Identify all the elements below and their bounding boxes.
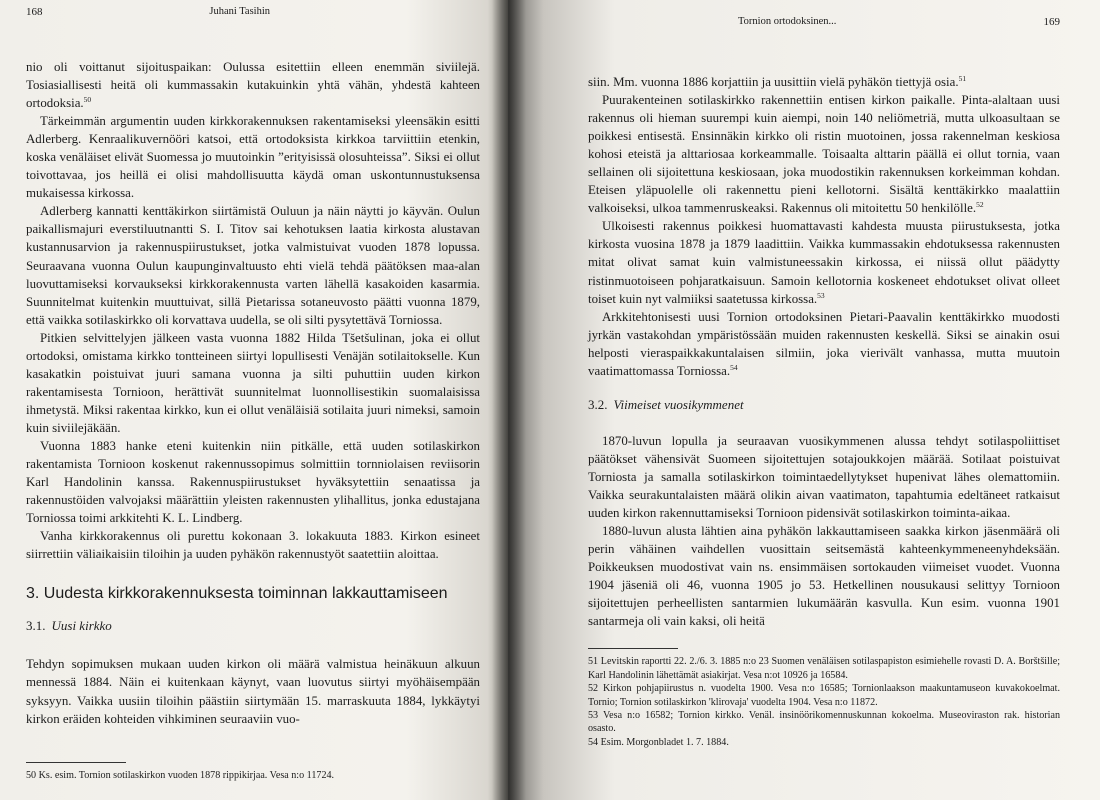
paragraph-text: Ulkoisesti rakennus poikkesi huomattavasti kahdesta muusta piirustuksesta, jotka kirkosta vuosina 1878 ja 1879 laadittiin. Vaikka kummassakin ehdotuksessa rakennusten mitat olivat samat kuin valmistuneessakin kirkossa, ei niissä ollut päädytty ristinmuotoiseen pohjaratkaisuun. Samoin kellotornia koskeneet ehdotukset olivat olleet toiset kuin nyt valmiiksi saatetussa kirkossa. <box>588 219 1060 306</box>
left-running-header <box>26 6 480 36</box>
paragraph <box>588 73 1060 91</box>
paragraph <box>26 437 480 527</box>
footnote-rule <box>588 648 678 649</box>
paragraph <box>588 432 1060 522</box>
left-footnotes <box>26 769 480 782</box>
subsection-title: Viimeiset vuosikymmenet <box>613 396 744 412</box>
paragraph <box>26 655 480 727</box>
paragraph <box>26 202 480 328</box>
footnote: 53 Vesa n:o 16582; Tornion kirkko. Venäl. insinöörikomennuskunnan kokoelma. Museoviraston rak. historian osasto. <box>588 709 1060 735</box>
section-heading: 3. Uudesta kirkkorakennuksesta toiminnan lakkauttamiseen <box>26 585 448 603</box>
left-page <box>0 0 508 800</box>
right-running-header <box>588 10 1060 46</box>
paragraph-text: 1880-luvun alusta lähtien aina pyhäkön lakkauttamiseen saakka kirkon jäsenmäärä oli perin vähäinen vaihdellen vuosittain seitsemästä kahteenkymmeneenyhdeksään. Poikkeuksen muodostivat vain ns. ensimmäisen sortokauden viimeiset vuodet. Vuonna 1904 jäseniä oli 46, vuonna 1905 jo 53. Hetkellinen nousukausi selittyy Tornioon sijoitettujen perheellisten santarmien lukumäärän kasvulla. Kun esim. vuonna 1901 santarmeja oli vain kaksi, oli heitä <box>588 524 1060 629</box>
footnote-marker: 51 <box>958 74 967 83</box>
left-page-number: 168 <box>26 6 43 18</box>
right-page <box>508 0 1100 800</box>
footnote: 50 Ks. esim. Tornion sotilaskirkon vuoden 1878 rippikirjaa. Vesa n:o 11724. <box>26 769 335 781</box>
left-running-head: Juhani Tasihin <box>209 6 270 17</box>
footnote-marker: 53 <box>817 290 825 300</box>
paragraph <box>588 522 1060 630</box>
paragraph-text: Tehdyn sopimuksen mukaan uuden kirkon oli määrä valmistua heinäkuun alkuun mennessä 1884. Näin ei kuitenkaan käynyt, vaan luovutus siirtyi myöhäisempään syksyyn. Vaikka uusiin tiloihin päästiin siirtymään 15. marraskuuta 1884, lykkäytyi kirkon eräiden kohteiden vihkiminen seuraaviin vuo- <box>26 657 480 726</box>
paragraph-text: nio oli voittanut sijoituspaikan: Oulussa esitettiin elleen enemmän siviilejä. Tosiasiallisesti heitä oli kummassakin kutakuinkin yhtä vähän, yhdestä kahteen ortodoksia. <box>26 60 480 111</box>
subsection-number: 3.1. <box>26 618 46 634</box>
left-paragraphs <box>26 58 480 563</box>
right-running-head: Tornion ortodoksinen... <box>738 16 837 27</box>
footnote-marker: 54 <box>730 362 738 372</box>
subsection-heading <box>26 617 480 635</box>
paragraph-text: Arkkitehtonisesti uusi Tornion ortodoksinen Pietari-Paavalin kenttäkirkko muodosti jyrkän vastakohdan ympäristössään muiden rakennusten keskellä. Siksi se ainakin osui helposti vieraspaikkakuntalaisen silmiin, joka vierivält vanhassa, mutta muutoin vaatimattomassa Torniossa. <box>588 309 1060 378</box>
footnote: 51 Levitskin raportti 22. 2./6. 3. 1885 n:o 23 Suomen venäläisen sotilaspapiston esimiehelle rovasti D. A. Borštšille; Karl Handolinin lähettämät asiakirjat. Vesa n:ot 10926 ja 16584. <box>588 656 1060 681</box>
paragraph <box>26 527 480 563</box>
footnote: 52 Kirkon pohjapiirustus n. vuodelta 1900. Vesa n:o 16585; Tornionlaakson maakuntamuseon kuvakokoelmat. Tornio; Tornion sotilaskirkon 'klirovaja' vuodelta 1904. Vesa n:o 11872. <box>588 683 1060 708</box>
paragraph <box>588 308 1060 380</box>
right-page-number: 169 <box>1043 16 1060 28</box>
right-body-text <box>588 73 1060 749</box>
right-paragraphs <box>588 73 1060 380</box>
paragraph-text: Vanha kirkkorakennus oli purettu kokonaan 3. lokakuuta 1883. Kirkon esineet siirrettiin väliaikaisiin tiloihin ja uuden pyhäkön rakennustyöt saatettiin aloittaa. <box>26 529 480 562</box>
paragraph-text: Tärkeimmän argumentin uuden kirkkorakennuksen rakentamiseksi yleensäkin esitti Adlerberg. Kenraalikuvernööri katsoi, että ortodoksista kirkkoa tarviittiin etenkin, koska venäläiset elivät Suomessa jo muutoinkin ”erityisissä olosuhteissa”. Siksi ei ollut toivottavaa, jos heillä ei olisi mahdollisuutta käydä oman uskontunnustuksensa mukaisessa kirkossa. <box>26 114 480 201</box>
right-footnotes <box>588 655 1060 749</box>
paragraph-text: siin. Mm. vuonna 1886 korjattiin ja uusittiin vielä pyhäkön tiettyjä osia. <box>588 75 959 89</box>
footnote: 54 Esim. Morgonbladet 1. 7. 1884. <box>588 736 729 748</box>
footnote-marker: 52 <box>976 200 984 210</box>
paragraph <box>588 217 1060 307</box>
footnote-rule <box>26 762 126 763</box>
paragraph <box>26 112 480 202</box>
left-paragraphs-2 <box>26 655 480 727</box>
left-body-text <box>26 58 480 782</box>
subsection-title: Uusi kirkko <box>51 618 112 634</box>
paragraph <box>26 329 480 437</box>
paragraph-text: Pitkien selvittelyjen jälkeen vasta vuonna 1882 Hilda Tšetšulinan, joka ei ollut ortodoksi, omistama kirkko tontteineen siirtyi lopullisesti Venäjän sotilaitokselle. Kun kasakatkin poistuivat juuri samana vuonna ja silti puhuttiin uuden kirkon rakentamisesta Tornioon, herättivät suunnitelmat luonnollisestikin suomalaisissa ihmetystä. Miksi rakentaa kirkko, kun ei ollut venäläisiä sotilaita juuri nimeksi, samoin kuin siviilejäkään. <box>26 330 480 435</box>
paragraph <box>588 91 1060 217</box>
paragraph-text: Puurakenteinen sotilaskirkko rakennettiin entisen kirkon paikalle. Pinta-alaltaan uusi rakennus oli hieman suurempi kuin aiempi, noin 140 neliömetriä, mutta ulkoasultaan se poikkesi entisestä. Ensinnäkin kirkko oli ristin muotoinen, jossa rakennelman keskiosa kohosi eteistä ja alttariosaa korkeammalle. Toisaalta alttarin päällä ei ollut tornia, vaan sellainen oli sijoitettuna keskiosaan, joka muodostikin rakennuksen korkeimman kohdan. Eteisen yläpuolelle oli rakennettu pieni kellotorni. Sisältä kenttäkirkko maalattiin valkoiseksi, ulkoa tammenruskeaksi. Rakennus oli mitoitettu 50 henkilölle. <box>588 93 1060 216</box>
paragraph <box>26 58 480 112</box>
paragraph-text: Vuonna 1883 hanke eteni kuitenkin niin pitkälle, että uuden sotilaskirkon rakentamista Tornioon koskenut rakennussopimus solmittiin tornniolaisen reviisorin Karl Handolinin kanssa. Rakennuspiirustukset hyväksytettiin senaatissa ja rakennustöiden valvojaksi määrättiin yleisten rakennusten ylihallitus, jonka edustajana Torniossa toimi arkkitehti K. L. Lindberg. <box>26 438 480 526</box>
paragraph-text: Adlerberg kannatti kenttäkirkon siirtämistä Ouluun ja näin näytti jo käyvän. Oulun paikallismajuri everstiluutnantti S. I. Titov sai kehotuksen laatia kirkosta alustavan kustannusarvion ja rakennuspiirustukset, jotka valmistuivat vuoden 1878 lopussa. Seuraavana vuonna Oulun kaupunginvaltuusto ehti vielä tehdä päätöksen maa-alan luovuttamiseksi korvaukseksi kirkkorakennusta varten lähellä kasakoiden kasarmia. Suunnitelmat kuitenkin muuttuivat, sillä Pietarissa sotaneuvosto päätti vuonna 1879, että vaikka sotilaskirkko oli korvattava uudella, se oli silti pysytettävä Torniossa. <box>26 204 480 327</box>
subsection-heading <box>588 396 1060 414</box>
paragraph-text: 1870-luvun lopulla ja seuraavan vuosikymmenen alussa tehdyt sotilaspoliittiset päätökset vähensivät Suomeen sijoitettujen sotajoukkojen määrää. Sotilaat poistuivat Torniosta ja samalla sotilaskirkon toimintaedellytykset hupenivat lähes olemattomiin. Vaikka seurakuntalaisten määrä olikin aivan vaatimaton, tapahtumia edeltäneet ratkaisut uuden kirkon rakennuttamiseksi Tornioon pidensivät sotilaskirkon toiminta-aikaa. <box>588 433 1060 521</box>
subsection-number: 3.2. <box>588 396 608 412</box>
footnote-marker: 50 <box>83 95 92 105</box>
right-paragraphs-2 <box>588 432 1060 631</box>
